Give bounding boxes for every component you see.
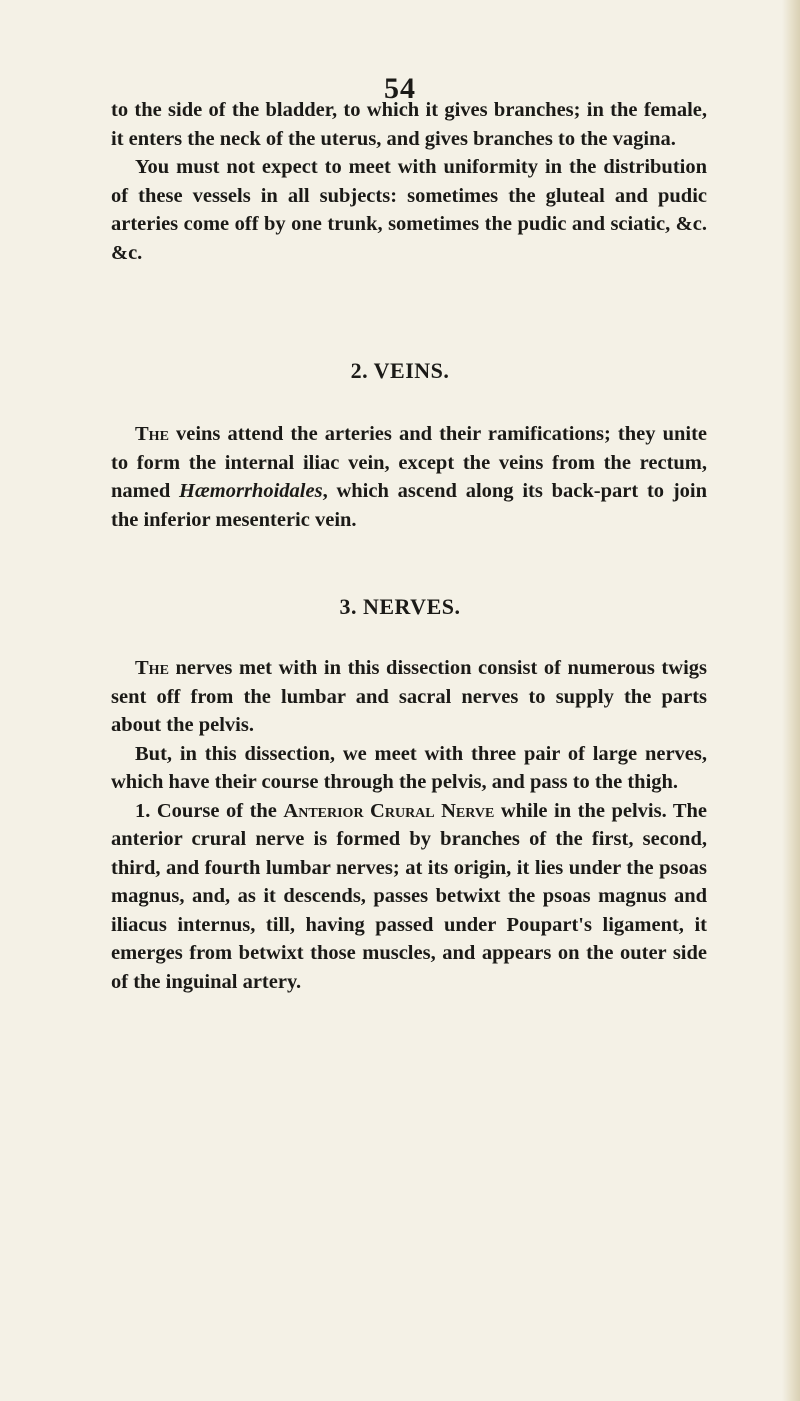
nerves-p1-text: nerves met with in this dissection consist of numerous twigs sent off from the lumbar and sacral nerves to supply the parts about the pelvis. (111, 657, 707, 736)
anterior-crural-text-b: while in the pelvis. The anterior crural nerve is formed by branches of the first, second, third, and fourth lumbar nerves; at its origin, it lies under the psoas magnus, and, as it descends, passes betwixt the psoas magnus and iliacus internus, till, having passed under Poupart's ligament, it emerges from betwixt those muscles, and appears on the outer side of the inguinal artery. (111, 799, 707, 993)
veins-text-a: veins attend the arteries and their ramifications; they unite to form the internal iliac vein, except the veins from the rectum, named (111, 423, 707, 502)
veins-text-b: , which ascend along its back-part to join the inferior mesenteric vein. (111, 480, 708, 531)
nerves-block (111, 654, 707, 996)
heading-nerves: 3. NERVES. (339, 594, 461, 619)
paragraph-anterior-crural (111, 797, 707, 997)
paragraph-bladder: to the side of the bladder, to which it gives branches; in the female, it enters the neck of the uterus, and gives branches to the vagina. (111, 99, 707, 150)
veins-lead-word: The (135, 423, 169, 445)
veins-block (111, 420, 707, 534)
nerves-lead-word: The (135, 657, 169, 679)
paragraph-three-pair: But, in this dissection, we meet with three pair of large nerves, which have their course through the pelvis, and pass to the thigh. (111, 742, 707, 793)
paragraph-nerves-intro (111, 654, 707, 740)
paragraph-uniformity: You must not expect to meet with uniformity in the distribution of these vessels in all subjects: sometimes the gluteal and pudic arteries come off by one trunk, sometimes the pudic and sciatic, &c. &c. (111, 156, 707, 264)
anterior-crural-title: Anterior Crural Nerve (283, 799, 495, 822)
continuation-block (111, 96, 707, 267)
veins-italic-term: Hæmorrhoidales (179, 480, 323, 502)
paragraph-veins (111, 420, 707, 534)
page-number: 54 (384, 72, 416, 105)
anterior-crural-text-a: 1. Course of the (135, 799, 284, 822)
heading-veins: 2. VEINS. (350, 358, 450, 383)
page-edge-shadow (782, 0, 800, 1401)
